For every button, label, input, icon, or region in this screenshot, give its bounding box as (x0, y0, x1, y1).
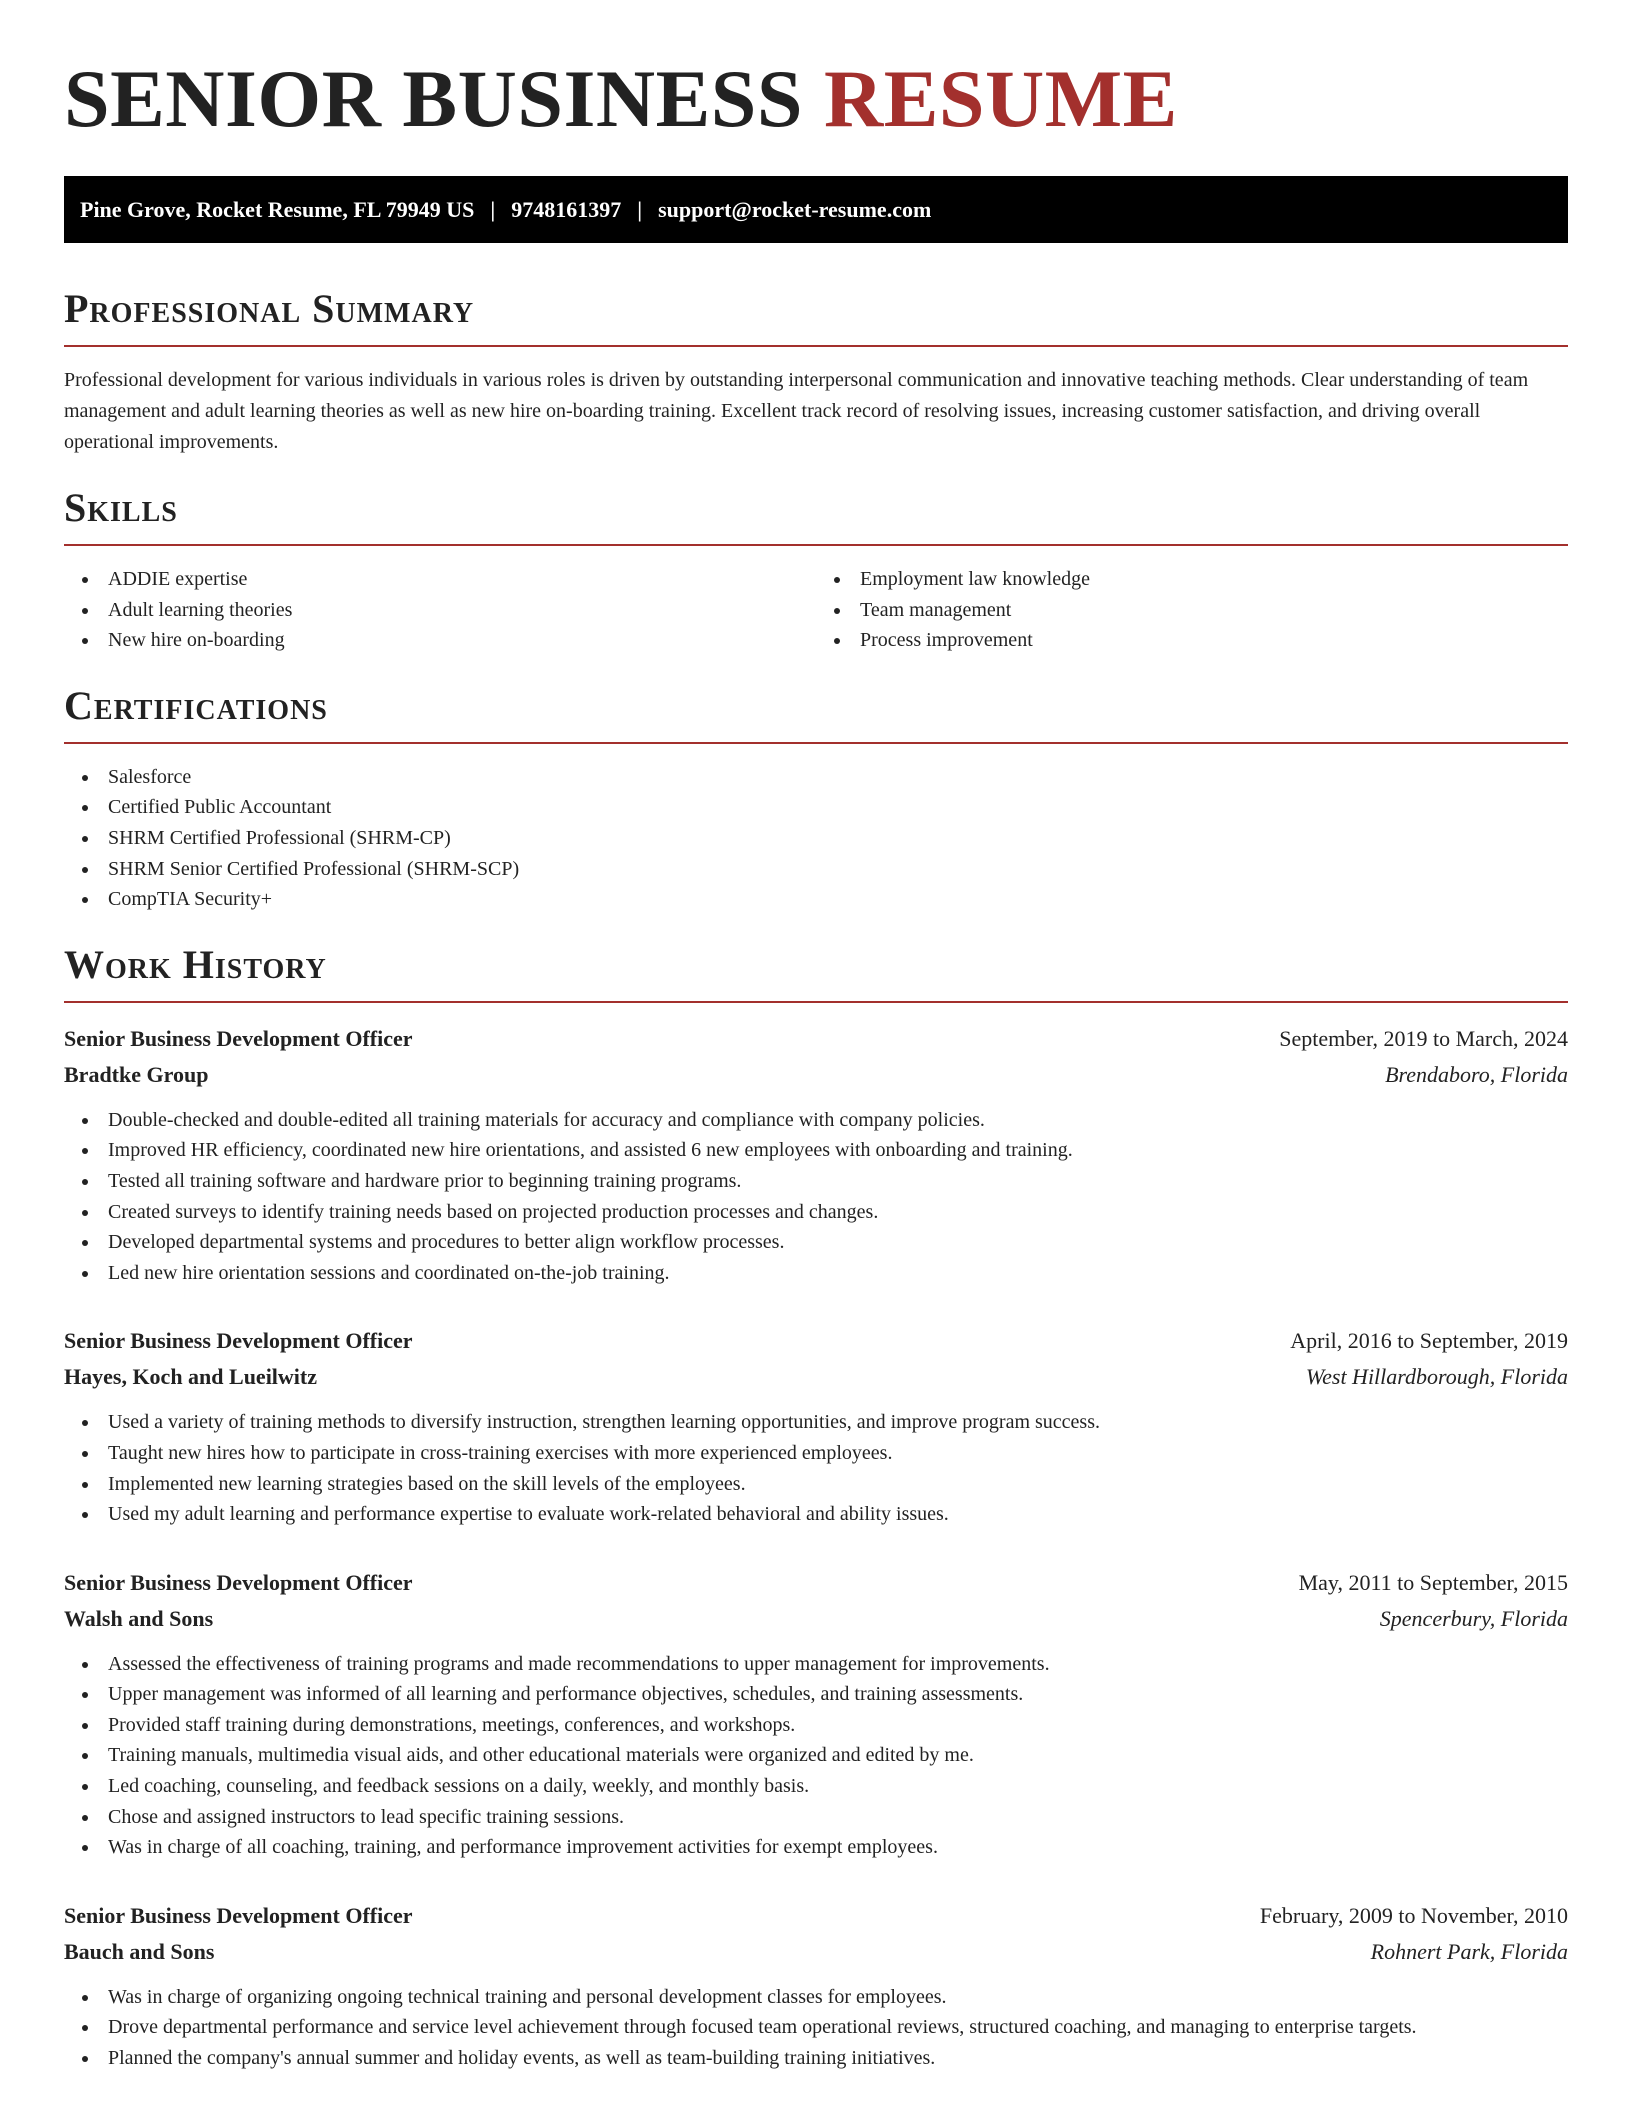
summary-section (64, 286, 1568, 458)
skills-list-left (64, 564, 816, 656)
job-dates: September, 2019 to March, 2024 (1279, 1025, 1568, 1051)
job-title: Senior Business Development Officer (64, 1025, 413, 1051)
job-bullet: Planned the company's annual summer and holiday events, as well as team-building training initiatives. (64, 2043, 1568, 2074)
job-bullet: Training manuals, multimedia visual aids, and other educational materials were organized and edited by me. (64, 1740, 1568, 1771)
certification-item: Salesforce (64, 762, 1568, 793)
title-main: SENIOR BUSINESS (64, 53, 803, 144)
certifications-list (64, 762, 1568, 915)
certification-item: SHRM Senior Certified Professional (SHRM-SCP) (64, 854, 1568, 885)
title-accent: RESUME (823, 53, 1178, 144)
job-title: Senior Business Development Officer (64, 1569, 413, 1595)
job-entry (64, 1898, 1568, 2074)
job-bullet: Was in charge of organizing ongoing technical training and personal development classes for employees. (64, 1982, 1568, 2013)
job-bullet: Developed departmental systems and procedures to better align workflow processes. (64, 1227, 1568, 1258)
job-entry (64, 1021, 1568, 1289)
job-company: Bauch and Sons (64, 1938, 215, 1964)
job-dates: February, 2009 to November, 2010 (1259, 1902, 1568, 1928)
job-dates: April, 2016 to September, 2019 (1290, 1328, 1568, 1354)
skills-grid (64, 564, 1568, 656)
job-bullets (64, 1982, 1568, 2074)
skill-item: Adult learning theories (64, 595, 816, 626)
job-company-row (64, 1057, 1568, 1093)
job-entry (64, 1323, 1568, 1529)
job-bullet: Led new hire orientation sessions and coordinated on-the-job training. (64, 1258, 1568, 1289)
resume-title (64, 53, 1568, 144)
job-header-row (64, 1021, 1568, 1057)
job-bullet: Drove departmental performance and service level achievement through focused team operational reviews, structured coaching, and managing to enterprise targets. (64, 2012, 1568, 2043)
job-location: West Hillardborough, Florida (1305, 1364, 1568, 1390)
job-company: Hayes, Koch and Lueilwitz (64, 1364, 318, 1390)
certifications-heading: Certifications (64, 686, 1568, 744)
job-bullet: Taught new hires how to participate in cross-training exercises with more experienced employees. (64, 1438, 1568, 1469)
job-bullet: Used a variety of training methods to diversify instruction, strengthen learning opportunities, and improve program success. (64, 1407, 1568, 1438)
job-bullet: Created surveys to identify training needs based on projected production processes and changes. (64, 1197, 1568, 1228)
job-location: Spencerbury, Florida (1379, 1605, 1568, 1631)
skills-heading: Skills (64, 488, 1568, 546)
job-company: Walsh and Sons (64, 1605, 214, 1631)
job-bullet: Assessed the effectiveness of training programs and made recommendations to upper management for improvements. (64, 1649, 1568, 1680)
certification-item: Certified Public Accountant (64, 792, 1568, 823)
job-location: Rohnert Park, Florida (1370, 1938, 1568, 1964)
job-title: Senior Business Development Officer (64, 1328, 413, 1354)
job-location: Brendaboro, Florida (1385, 1061, 1568, 1087)
job-company-row (64, 1359, 1568, 1395)
contact-email[interactable]: support@rocket-resume.com (658, 196, 932, 222)
job-bullet: Led coaching, counseling, and feedback sessions on a daily, weekly, and monthly basis. (64, 1771, 1568, 1802)
job-company-row (64, 1934, 1568, 1970)
certification-item: SHRM Certified Professional (SHRM-CP) (64, 823, 1568, 854)
contact-phone[interactable]: 9748161397 (511, 196, 622, 222)
certifications-section (64, 682, 1568, 915)
certification-item: CompTIA Security+ (64, 884, 1568, 915)
job-bullets (64, 1649, 1568, 1863)
summary-text: Professional development for various individuals in various roles is driven by outstanding interpersonal communication and innovative teaching methods. Clear understanding of team management and adult learning theories as well as new hire on-boarding training. Excellent track record of resolving issues, increasing customer satisfaction, and driving overall operational improvements. (64, 369, 1529, 453)
job-entry (64, 1565, 1568, 1863)
job-bullet: Improved HR efficiency, coordinated new hire orientations, and assisted 6 new employees with onboarding and training. (64, 1135, 1568, 1166)
skill-item: ADDIE expertise (64, 564, 816, 595)
summary-heading: Professional Summary (64, 289, 1568, 347)
job-bullet: Provided staff training during demonstrations, meetings, conferences, and workshops. (64, 1710, 1568, 1741)
job-bullets (64, 1105, 1568, 1289)
job-bullet: Was in charge of all coaching, training, and performance improvement activities for exempt employees. (64, 1832, 1568, 1863)
job-bullet: Implemented new learning strategies based on the skill levels of the employees. (64, 1469, 1568, 1500)
work-history-section (64, 941, 1568, 2074)
job-dates: May, 2011 to September, 2015 (1298, 1569, 1568, 1595)
job-title: Senior Business Development Officer (64, 1902, 413, 1928)
job-bullet: Upper management was informed of all learning and performance objectives, schedules, and training assessments. (64, 1679, 1568, 1710)
job-header-row (64, 1323, 1568, 1359)
skills-section (64, 485, 1568, 656)
skills-list-right (816, 564, 1568, 656)
skill-item: New hire on-boarding (64, 625, 816, 656)
job-header-row (64, 1565, 1568, 1601)
job-bullet: Chose and assigned instructors to lead specific training sessions. (64, 1802, 1568, 1833)
work-history-heading: Work History (64, 945, 1568, 1003)
job-bullet: Used my adult learning and performance expertise to evaluate work-related behavioral and ability issues. (64, 1499, 1568, 1530)
contact-bar (64, 176, 1568, 243)
job-company: Bradtke Group (64, 1061, 209, 1087)
skill-item: Employment law knowledge (816, 564, 1568, 595)
skill-item: Process improvement (816, 625, 1568, 656)
job-header-row (64, 1898, 1568, 1934)
job-bullet: Tested all training software and hardware prior to beginning training programs. (64, 1166, 1568, 1197)
job-company-row (64, 1601, 1568, 1637)
skill-item: Team management (816, 595, 1568, 626)
job-bullet: Double-checked and double-edited all training materials for accuracy and compliance with company policies. (64, 1105, 1568, 1136)
contact-separator: | (637, 196, 643, 222)
contact-address: Pine Grove, Rocket Resume, FL 79949 US (80, 196, 475, 222)
contact-separator: | (490, 196, 496, 222)
job-bullets (64, 1407, 1568, 1529)
